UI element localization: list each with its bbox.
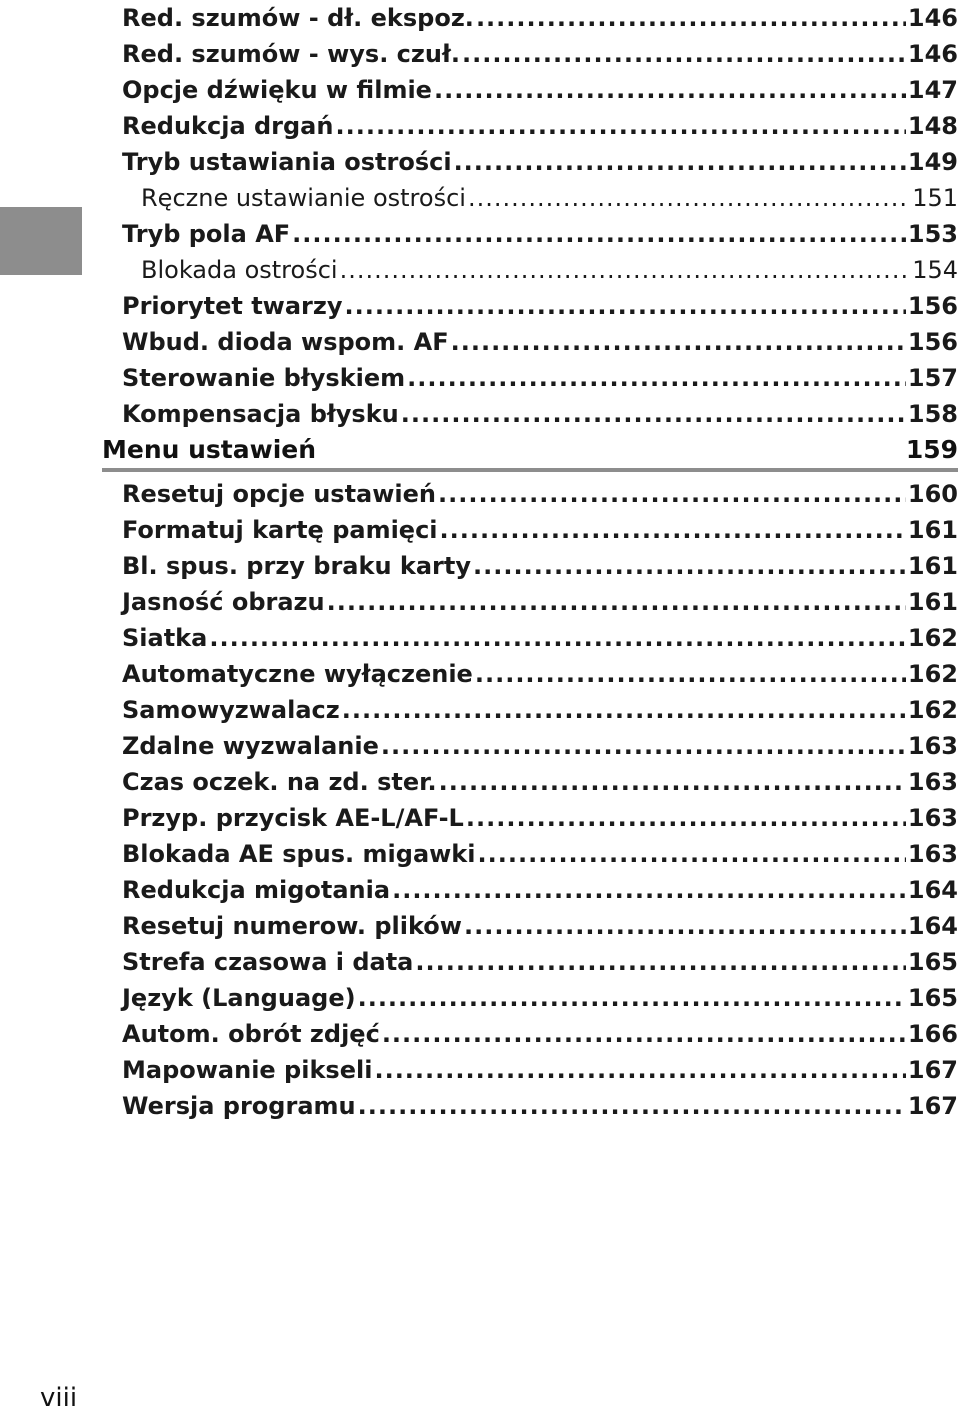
toc-entry-label: Bl. spus. przy braku karty [122,552,472,580]
toc-dot-leader [438,476,906,512]
toc-dot-leader [407,360,906,396]
toc-entry-label: Redukcja migotania [122,876,391,904]
toc-entry [122,548,958,584]
toc-dot-leader [478,836,906,872]
toc-entry-page: 162 [907,696,958,724]
toc-entry [122,764,958,800]
toc-entry [122,0,958,36]
toc-entry-page: 163 [907,840,958,868]
toc-entry-label: Opcje dźwięku w filmie [122,76,432,104]
toc-entry [122,656,958,692]
toc-entry-label: Samowyzwalacz [122,696,340,724]
toc-entry [122,836,958,872]
toc-dot-leader [451,324,906,360]
toc-entry-label: Priorytet twarzy [122,292,343,320]
toc-dot-leader [358,980,906,1016]
toc-entry [122,800,958,836]
toc-entry-label: Kompensacja błysku [122,400,399,428]
toc-entry-label: Sterowanie błyskiem [122,364,406,392]
toc-entry-label: Wersja programu [122,1092,356,1120]
toc-entry-label: Resetuj numerow. plików [122,912,462,940]
toc-entry-page: 167 [907,1056,958,1084]
toc-entry-page: 146 [907,40,958,68]
toc-dot-leader [454,144,906,180]
toc-entry-page: 162 [907,624,958,652]
toc-dot-leader [374,1052,905,1088]
toc-entry-page: 163 [907,804,958,832]
toc-entry [122,1052,958,1088]
toc-entry-label: Resetuj opcje ustawień [122,480,437,508]
toc-entry-page: 162 [907,660,958,688]
toc-entry-label: Siatka [122,624,208,652]
toc-entry-label: Automatyczne wyłączenie [122,660,473,688]
toc-dot-leader [340,252,911,288]
toc-entry-page: 147 [907,76,958,104]
toc-dot-leader [439,764,906,800]
toc-entry-page: 157 [907,364,958,392]
toc-entry [122,728,958,764]
section-heading-row [102,432,958,468]
toc-entry-page: 161 [907,552,958,580]
toc-entry [122,144,958,180]
toc-entry-label: Tryb pola AF [122,220,291,248]
toc-dot-leader [292,216,906,252]
toc-entry [122,36,958,72]
toc-entry-label: Jasność obrazu [122,588,325,616]
toc-entry-label: Czas oczek. na zd. ster. [122,768,437,796]
toc-dot-leader [466,800,906,836]
toc-entry [122,1088,958,1124]
toc-dot-leader [434,72,906,108]
toc-entry-label: Redukcja drgań [122,112,334,140]
toc-entry [122,476,958,512]
toc-entry-page: 164 [907,912,958,940]
toc-entry-page: 167 [907,1092,958,1120]
toc-entry [122,288,958,324]
toc-entry [122,620,958,656]
toc-entry-label: Zdalne wyzwalanie [122,732,379,760]
toc-dot-leader [342,692,906,728]
toc-dot-leader [335,108,905,144]
toc-dot-leader [476,0,906,36]
toc-entry [122,692,958,728]
toc-dot-leader [345,288,906,324]
toc-entry-page: 163 [907,768,958,796]
toc-entry-label: Tryb ustawiania ostrości [122,148,452,176]
toc-entry-page: 151 [912,184,958,212]
toc-entry [122,108,958,144]
toc-entry-label: Blokada AE spus. migawki [122,840,476,868]
toc-entry [122,360,958,396]
toc-entry-page: 148 [907,112,958,140]
toc-entry-page: 146 [907,4,958,32]
toc-entry [122,324,958,360]
toc-dot-leader [381,728,906,764]
toc-dot-leader [382,1016,906,1052]
toc-entry-page: 166 [907,1020,958,1048]
toc-dot-leader [475,656,906,692]
toc-dot-leader [327,584,906,620]
toc-entry [122,584,958,620]
section-page: 159 [905,435,958,464]
toc-dot-leader [358,1088,906,1124]
toc-entry-label: Autom. obrót zdjęć [122,1020,380,1048]
toc-entry-page: 149 [907,148,958,176]
toc-entry [122,944,958,980]
section-side-tab [0,207,82,275]
toc-dot-leader [464,908,906,944]
toc-entry [122,872,958,908]
toc-entry-label: Mapowanie pikseli [122,1056,373,1084]
toc-entry [122,908,958,944]
toc-dot-leader [392,872,906,908]
toc-entry-page: 154 [912,256,958,284]
toc-entry-page: 163 [907,732,958,760]
toc-dot-leader [415,944,906,980]
toc-dot-leader [401,396,906,432]
toc-entry [122,72,958,108]
toc-entry [122,396,958,432]
section-title: Menu ustawień [102,435,317,464]
toc-entry-label: Wbud. dioda wspom. AF [122,328,449,356]
page-number: viii [40,1383,78,1413]
toc-dot-leader [468,180,910,216]
toc-entry-page: 156 [907,328,958,356]
toc-entry [122,216,958,252]
toc-dot-leader [473,548,906,584]
toc-entry [122,252,958,288]
toc-entry-label: Przyp. przycisk AE-L/AF-L [122,804,464,832]
toc-entry-label: Formatuj kartę pamięci [122,516,438,544]
toc-entry-page: 161 [907,588,958,616]
toc-entry-label: Blokada ostrości [141,256,338,284]
toc-entry-label: Red. szumów - wys. czuł. [122,40,460,68]
toc-entry-page: 158 [907,400,958,428]
toc-entry [122,180,958,216]
toc-entry-page: 164 [907,876,958,904]
toc-entry-page: 165 [907,948,958,976]
toc-entry-page: 156 [907,292,958,320]
toc-entry [122,512,958,548]
toc-entry-page: 165 [907,984,958,1012]
toc-entry [122,1016,958,1052]
toc-entry-page: 153 [907,220,958,248]
toc-entry-label: Strefa czasowa i data [122,948,414,976]
toc-entry-page: 161 [907,516,958,544]
toc-entry-label: Red. szumów - dł. ekspoz. [122,4,474,32]
toc-dot-leader [209,620,906,656]
section-divider [102,468,958,472]
toc-entry [122,980,958,1016]
toc-entry-label: Język (Language) [122,984,356,1012]
toc-entry-label: Ręczne ustawianie ostrości [141,184,466,212]
toc-dot-leader [462,36,906,72]
toc-entry-page: 160 [907,480,958,508]
toc-dot-leader [440,512,906,548]
